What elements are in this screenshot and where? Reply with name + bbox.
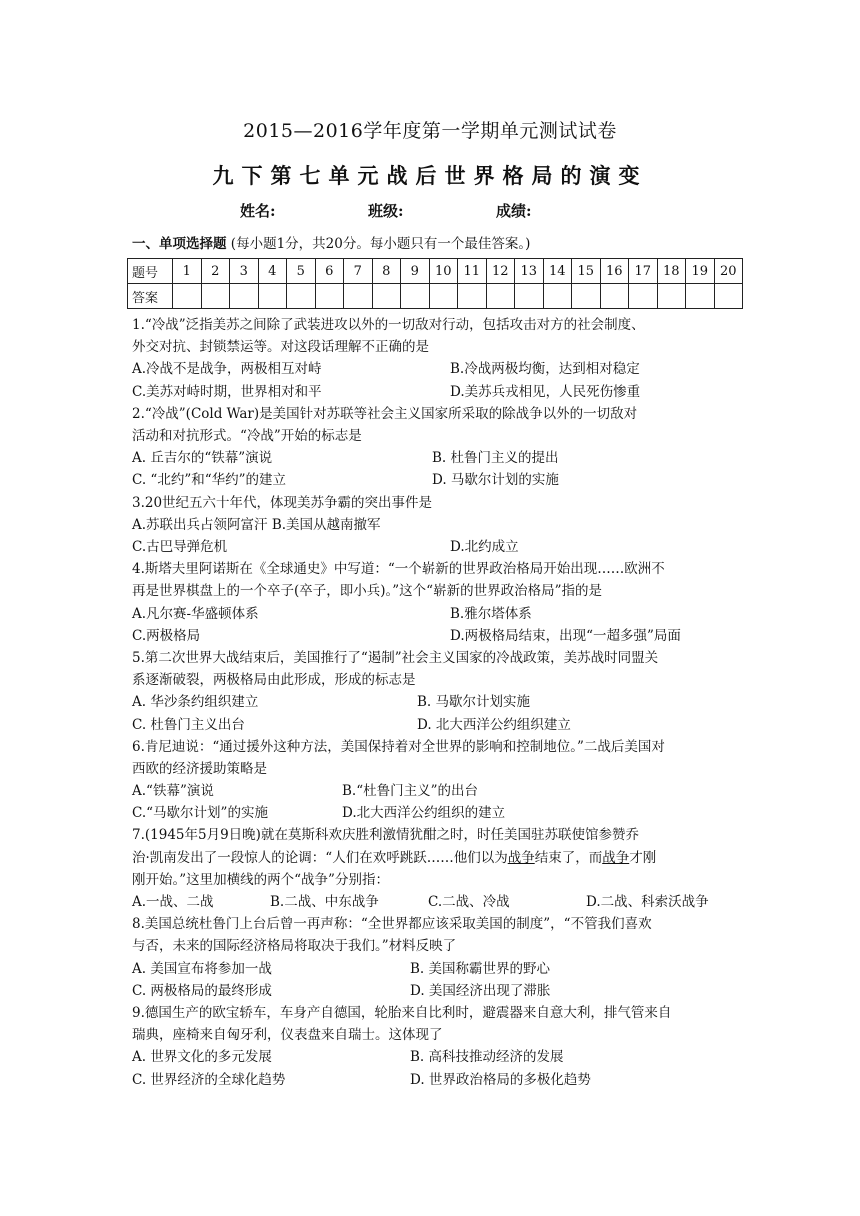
- question-stem: 与否，未来的国际经济格局将取决于我们。”材料反映了: [132, 938, 457, 955]
- answer-cell[interactable]: [429, 284, 458, 309]
- question-number-cell: 4: [258, 259, 287, 284]
- answer-cell[interactable]: [401, 284, 430, 309]
- option-b[interactable]: B.“杜鲁门主义”的出台: [342, 783, 479, 800]
- question-number-cell: 15: [572, 259, 601, 284]
- option-a[interactable]: A. 华沙条约组织建立: [132, 694, 259, 711]
- question-stem: 西欧的经济援助策略是: [132, 760, 267, 777]
- question-number-cell: 2: [201, 259, 230, 284]
- exam-subtitle: 九下第七单元战后世界格局的演变: [212, 163, 648, 188]
- option-row: [132, 625, 742, 647]
- answer-cell[interactable]: [515, 284, 544, 309]
- option-row: [132, 603, 742, 625]
- stem-text: 治·凯南发出了一段惊人的论调：“人们在欢呼跳跃……他们以为: [132, 849, 508, 866]
- answer-cell[interactable]: [344, 284, 373, 309]
- option-c[interactable]: C. 两极格局的最终形成: [132, 982, 272, 999]
- question-1: [132, 314, 742, 403]
- question-stem: 活动和对抗形式。“冷战”开始的标志是: [132, 427, 362, 444]
- option-a[interactable]: A.一战、二战: [132, 894, 214, 911]
- option-b[interactable]: B. 美国称霸世界的野心: [410, 960, 551, 977]
- question-number-cell: 6: [315, 259, 344, 284]
- answer-cell[interactable]: [629, 284, 658, 309]
- section-heading: [132, 232, 530, 252]
- section-title: 一、单项选择题: [132, 236, 227, 252]
- question-number-cell: 3: [230, 259, 259, 284]
- answer-cell[interactable]: [543, 284, 572, 309]
- question-number-cell: 19: [686, 259, 715, 284]
- stem-text: 结束了，而: [534, 849, 603, 866]
- option-a[interactable]: A.凡尔赛-华盛顿体系: [132, 605, 259, 622]
- answer-cell[interactable]: [372, 284, 401, 309]
- question-stem: 系逐渐破裂，两极格局由此形成，形成的标志是: [132, 672, 416, 689]
- question-number-cell: 11: [458, 259, 487, 284]
- option-row: [132, 958, 742, 980]
- option-d[interactable]: D. 马歇尔计划的实施: [432, 472, 559, 489]
- question-stem: 1.“冷战”泛指美苏之间除了武装进攻以外的一切敌对行动，包括攻击对方的社会制度、: [132, 317, 645, 333]
- option-c[interactable]: C. “北约”和“华约”的建立: [132, 472, 287, 489]
- option-row: [132, 447, 742, 469]
- question-stem-underlined: [132, 847, 742, 869]
- question-number-cell: 18: [657, 259, 686, 284]
- question-stem: 再是世界棋盘上的一个卒子(卒子，即小兵)。”这个“崭新的世界政治格局”指的是: [132, 583, 602, 600]
- question-stem: 外交对抗、封锁禁运等。对这段话理解不正确的是: [132, 339, 429, 356]
- option-ab[interactable]: A.苏联出兵占领阿富汗 B.美国从越南撤军: [132, 516, 381, 533]
- question-5: [132, 647, 742, 736]
- option-a[interactable]: A.“铁幕”演说: [132, 783, 214, 800]
- answer-cell[interactable]: [173, 284, 202, 309]
- option-c[interactable]: C. 杜鲁门主义出台: [132, 716, 245, 733]
- question-4: [132, 558, 742, 647]
- option-d[interactable]: D. 世界政治格局的多极化趋势: [410, 1071, 591, 1088]
- option-d[interactable]: D.美苏兵戎相见，人民死伤惨重: [450, 383, 641, 400]
- option-row: [132, 980, 742, 1002]
- question-stem: 8.美国总统杜鲁门上台后曾一再声称：“全世界都应该采取美国的制度”，“不管我们喜欢: [132, 916, 652, 933]
- underlined-word: 战争: [507, 849, 535, 866]
- stem-text: 才刚: [629, 849, 657, 866]
- option-c[interactable]: C. 世界经济的全球化趋势: [132, 1071, 286, 1088]
- option-c[interactable]: C.“马歇尔计划”的实施: [132, 805, 268, 822]
- answer-cell[interactable]: [486, 284, 515, 309]
- question-stem: 7.(1945年5月9日晚)就在莫斯科欢庆胜利激情犹酣之时，时任美国驻苏联使馆参赞乔: [132, 827, 639, 844]
- option-row: [132, 1046, 742, 1068]
- question-number-cell: 8: [372, 259, 401, 284]
- option-row: [132, 514, 742, 536]
- question-stem: 3.20世纪五六十年代，体现美苏争霸的突出事件是: [132, 494, 433, 511]
- question-stem: 刚开始。”这里加横线的两个“战争”分别指：: [132, 871, 389, 888]
- question-number-cell: 1: [173, 259, 202, 284]
- option-row: [132, 802, 742, 824]
- answer-cell[interactable]: [201, 284, 230, 309]
- option-b[interactable]: B.冷战两极均衡，达到相对稳定: [450, 361, 640, 378]
- answer-cell[interactable]: [458, 284, 487, 309]
- question-number-cell: 14: [543, 259, 572, 284]
- option-row: [132, 714, 742, 736]
- answer-table: [127, 258, 743, 309]
- question-list: [132, 314, 742, 1091]
- option-b[interactable]: B. 高科技推动经济的发展: [410, 1049, 564, 1066]
- question-stem: 2.“冷战”(Cold War)是美国针对苏联等社会主义国家所采取的除战争以外的一切敌对: [132, 405, 638, 422]
- answer-table-answer-row: [128, 284, 743, 309]
- option-a[interactable]: A. 丘吉尔的“铁幕”演说: [132, 450, 273, 467]
- option-b[interactable]: B.雅尔塔体系: [450, 605, 532, 622]
- question-number-cell: 16: [600, 259, 629, 284]
- question-number-cell: 12: [486, 259, 515, 284]
- underlined-word: 战争: [602, 849, 630, 866]
- answer-table-number-row: [128, 259, 743, 284]
- option-row: [132, 536, 742, 558]
- option-c[interactable]: C.两极格局: [132, 627, 201, 644]
- answer-row-label: 答案: [128, 284, 173, 309]
- option-d[interactable]: D.北约成立: [450, 538, 519, 555]
- option-row: [132, 1069, 742, 1091]
- option-d[interactable]: D.北大西洋公约组织的建立: [342, 805, 506, 822]
- option-d[interactable]: D.二战、科索沃战争: [586, 894, 709, 911]
- answer-cell[interactable]: [287, 284, 316, 309]
- option-row: [132, 891, 742, 913]
- answer-cell[interactable]: [315, 284, 344, 309]
- option-b[interactable]: B.二战、中东战争: [270, 894, 379, 911]
- option-b[interactable]: B. 杜鲁门主义的提出: [432, 450, 559, 467]
- answer-cell[interactable]: [572, 284, 601, 309]
- class-label: 班级:: [368, 202, 404, 220]
- question-number-cell: 13: [515, 259, 544, 284]
- name-label: 姓名:: [240, 202, 276, 220]
- option-d[interactable]: D. 北大西洋公约组织建立: [417, 716, 571, 733]
- question-stem: 5.第二次世界大战结束后，美国推行了“遏制”社会主义国家的冷战政策，美苏战时同盟关: [132, 649, 659, 666]
- question-stem: 6.肯尼迪说：“通过援外这种方法，美国保持着对全世界的影响和控制地位。”二战后美国对: [132, 738, 665, 755]
- option-d[interactable]: D. 美国经济出现了滞胀: [410, 982, 551, 999]
- option-a[interactable]: A.冷战不是战争，两极相互对峙: [132, 361, 322, 378]
- question-9: [132, 1002, 742, 1091]
- option-row: [132, 691, 742, 713]
- question-3: [132, 492, 742, 559]
- option-row: [132, 780, 742, 802]
- question-stem: 4.斯塔夫里阿诺斯在《全球通史》中写道：“一个崭新的世界政治格局开始出现……欧洲不: [132, 561, 665, 578]
- question-number-cell: 20: [714, 259, 743, 284]
- question-number-cell: 7: [344, 259, 373, 284]
- answer-cell[interactable]: [657, 284, 686, 309]
- option-a[interactable]: A. 世界文化的多元发展: [132, 1049, 272, 1066]
- option-a[interactable]: A. 美国宣布将参加一战: [132, 960, 272, 977]
- answer-cell[interactable]: [714, 284, 743, 309]
- exam-title: 2015—2016学年度第一学期单元测试试卷: [243, 120, 617, 142]
- option-b[interactable]: B. 马歇尔计划实施: [417, 694, 531, 711]
- question-number-cell: 5: [287, 259, 316, 284]
- answer-cell[interactable]: [686, 284, 715, 309]
- question-stem: 瑞典，座椅来自匈牙利，仪表盘来自瑞士。这体现了: [132, 1027, 443, 1044]
- option-c[interactable]: C.二战、冷战: [428, 894, 510, 911]
- question-6: [132, 736, 742, 825]
- option-row: [132, 381, 742, 403]
- option-d[interactable]: D.两极格局结束，出现“一超多强”局面: [450, 627, 681, 644]
- answer-cell[interactable]: [600, 284, 629, 309]
- question-number-cell: 10: [429, 259, 458, 284]
- score-label: 成绩:: [496, 202, 532, 220]
- question-7: [132, 824, 742, 913]
- option-row: [132, 358, 742, 380]
- answer-cell[interactable]: [230, 284, 259, 309]
- question-number-cell: 9: [401, 259, 430, 284]
- option-row: [132, 469, 742, 491]
- answer-cell[interactable]: [258, 284, 287, 309]
- question-2: [132, 403, 742, 492]
- number-row-label: 题号: [128, 259, 173, 284]
- option-c[interactable]: C.美苏对峙时期，世界相对和平: [132, 383, 322, 400]
- option-c[interactable]: C.古巴导弹危机: [132, 538, 228, 555]
- question-number-cell: 17: [629, 259, 658, 284]
- question-stem: 9.德国生产的欧宝轿车，车身产自德国，轮胎来自比利时，避震器来自意大利，排气管来自: [132, 1005, 672, 1022]
- question-8: [132, 913, 742, 1002]
- section-note: (每小题1分，共20分。每小题只有一个最佳答案。): [230, 236, 531, 252]
